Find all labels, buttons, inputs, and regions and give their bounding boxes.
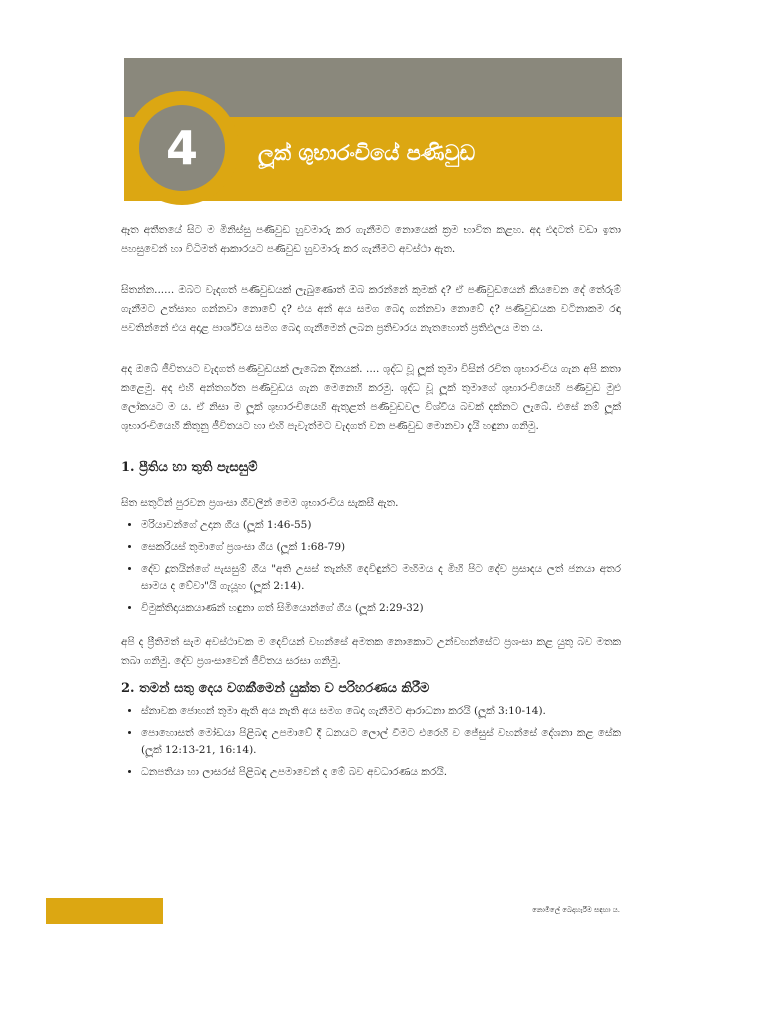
section-1-list [121,517,621,617]
list-item: • විමුක්තිදායකයාණන් හඳුනා ගත් සිමියොන්ගේ ගීය (ලූක් 2:29-32) [141,600,621,617]
section-1-heading: 1. ප්‍රීතිය හා තුති පැසසුම් [121,460,258,475]
list-item: • මරියාවන්ගේ උදාන ගීය (ලූක් 1:46-55) [141,517,621,534]
chapter-number: 4 [139,105,225,191]
page-body [121,221,621,786]
list-item: • පොහොසත් මෝඩයා පිළිබඳ උපමාවේ දී ධනයට ලොල් වීමට එරෙහි ව ජේසුස් වහන්සේ දේශනා කළ සේක (ලූක් 12:13-21, 16:14). [141,725,621,759]
chapter-title: ලූක් ශුභාරංචියේ පණිවුඩ [258,141,476,165]
intro-paragraph-3: අද ඔබේ ජීවිතයට වැදගත් පණිවුඩයක් ලැබෙන දිනයක්. .... ශුද්ධ වූ ලූක් තුමා විසින් රචිත ශුභාරංචිය ගැන අපි කතා කළෙමු. අද එහි අන්තර්ගත පණිවුඩය ගැන මෙනෙහි කරමු. ශුද්ධ වූ ලූක් තුමාගේ ශුභාරංචියෙහි පණිවුඩ මුළු ලෝකයට ම ය. ඒ නිසා ම ලූක් ශුභාරංචියෙහි ඇතුළත් පණිවුඩවල විශ්වීය බවක් දක්නට ලැබේ. එසේ නම් ලූක් ශුභාරංචියෙහි කිතුනු ජීවිතයට හා එහි පැවැත්මට වැදගත් වන පණිවුඩ මොනවා දැයි හඳුනා ගනිමු. [121,363,621,432]
footer-note: නොමිලේ බෙදාහැරීම සඳහා ය. [532,906,620,914]
list-item: • සෙකරියස් තුමාගේ ප්‍රශංසා ගීය (ලූක් 1:68-79) [141,539,621,556]
section-2-list [121,703,621,781]
section-2-heading: 2. තමන් සතු දෙය වගකීමෙන් යුක්ත ව පරිහරණය කිරීම [121,681,430,696]
section-1-lead: සිත සතුටින් පුරවන ප්‍රශංසා ගීවලින් මෙම ශුභාරංචිය සැකසී ඇත. [121,497,399,509]
list-item: • ස්නාවක ජොහන් තුමා ඇති අය නැති අය සමග බෙදා ගැනීමට ආරාධනා කරයි (ලූක් 3:10-14). [141,703,621,720]
list-item: • දේව දූතයින්ගේ පැසසුම් ගීය "අති උසස් තැන්හි දෙවිඳුන්ට මහිමය ද මිහි පිට දේව ප්‍රසාදය ලත් ජනයා අතර සාමය ද වේවා"යි ගැයූහ (ලූක් 2:14). [141,561,621,595]
section-1-closing: අපි ද ප්‍රීතිමත් සැම අවස්ථාවක ම දෙවියන් වහන්සේ අමතක නොකොට උන්වහන්සේට ප්‍රශංසා කළ යුතු බව මතක තබා ගනිමු. දේව ප්‍රශංසාවෙන් ජීවිතය සරසා ගනිමු. [121,636,621,667]
intro-paragraph-2: සිතන්න...... ඔබට වැදගත් පණිවුඩයක් ලැබුණොත් ඔබ කරන්නේ කුමක් ද? ඒ පණිවුඩයෙන් කියවෙන දේ තේරුම් ගැනීමට උත්සාහ ගන්නවා නොවේ ද? එය අන් අය සමග බෙදා ගන්නවා නොවේ ද? පණිවුඩයක වටිනාකම රඳා පවතින්නේ එය අදාළ පාර්ශ්වය සමග බෙදා ගැනීමෙන් ලබන ප්‍රතිචාරය නැතහොත් ප්‍රතිඵලය මත ය. [121,284,621,334]
intro-paragraph-1: ඈත අතීතයේ සිට ම මිනිස්සු පණිවුඩ හුවමාරු කර ගැනීමට නොයෙක් ක්‍රම භාවිත කළහ. අද එදටත් වඩා ඉතා පහසුවෙන් හා විධිමත් ආකාරයට පණිවුඩ හුවමාරු කර ගැනීමට අවස්ථා ඇත. [121,224,621,255]
footer-accent-bar [46,898,163,924]
list-item: • ධනපතියා හා ලාසරස් පිළිබඳ උපමාවෙන් ද මේ බව අවධාරණය කරයි. [141,764,621,781]
